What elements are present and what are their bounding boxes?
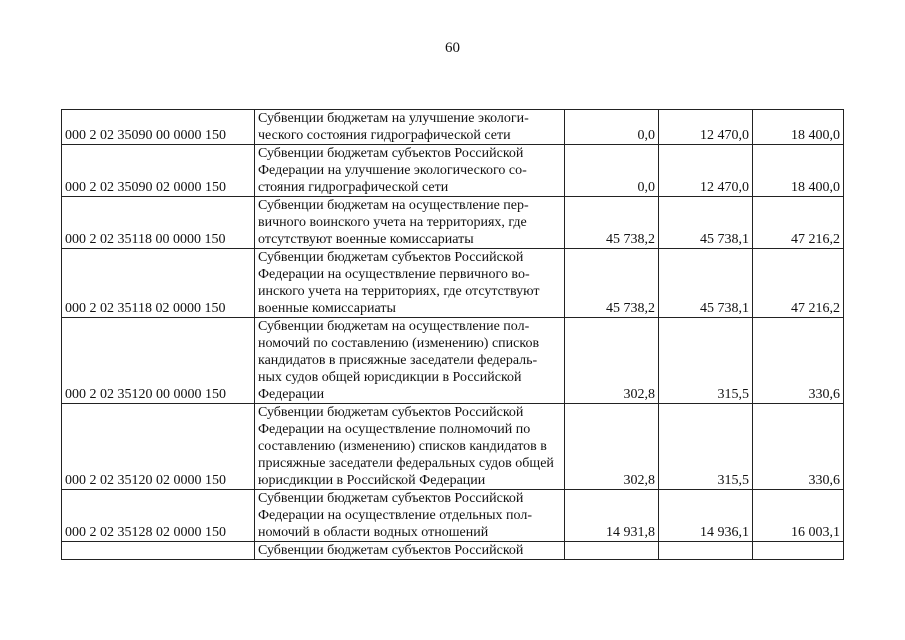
value-col2-cell: 45 738,1 (659, 197, 753, 249)
value-col2-cell: 14 936,1 (659, 490, 753, 542)
value-col3-cell: 18 400,0 (753, 145, 844, 197)
value-col3-cell: 330,6 (753, 404, 844, 490)
value-col3-cell: 47 216,2 (753, 197, 844, 249)
budget-code-cell: 000 2 02 35128 02 0000 150 (62, 490, 255, 542)
budget-code-cell (62, 542, 255, 560)
value-col1-cell: 0,0 (565, 145, 659, 197)
page-number: 60 (445, 40, 460, 56)
table-row (62, 197, 844, 249)
description-cell: Субвенции бюджетам субъектов Российской Федерации на осуществление отдельных пол-номочий в области водных отношений (255, 490, 565, 542)
budget-table (61, 109, 844, 560)
value-col3-cell (753, 542, 844, 560)
budget-code-cell: 000 2 02 35090 00 0000 150 (62, 110, 255, 145)
value-col2-cell: 12 470,0 (659, 145, 753, 197)
value-col2-cell: 315,5 (659, 318, 753, 404)
description-cell: Субвенции бюджетам на осуществление пер-вичного воинского учета на территориях, где отсутствуют военные комиссариаты (255, 197, 565, 249)
budget-code-cell: 000 2 02 35118 00 0000 150 (62, 197, 255, 249)
budget-code-cell: 000 2 02 35120 00 0000 150 (62, 318, 255, 404)
description-cell: Субвенции бюджетам субъектов Российской Федерации на улучшение экологического со-стояния гидрографической сети (255, 145, 565, 197)
budget-code-cell: 000 2 02 35118 02 0000 150 (62, 249, 255, 318)
table-row (62, 110, 844, 145)
description-cell: Субвенции бюджетам субъектов Российской Федерации на осуществление полномочий по составлению (изменению) списков кандидатов в присяжные заседатели федеральных судов общей юрисдикции в Российской Федерации (255, 404, 565, 490)
value-col1-cell (565, 542, 659, 560)
table-row (62, 490, 844, 542)
value-col3-cell: 330,6 (753, 318, 844, 404)
value-col2-cell: 12 470,0 (659, 110, 753, 145)
description-cell: Субвенции бюджетам на улучшение экологи-ческого состояния гидрографической сети (255, 110, 565, 145)
description-cell: Субвенции бюджетам субъектов Российской Федерации на осуществление первичного во-инского учета на территориях, где отсутствуют военные комиссариаты (255, 249, 565, 318)
value-col1-cell: 302,8 (565, 404, 659, 490)
value-col1-cell: 45 738,2 (565, 249, 659, 318)
value-col2-cell: 45 738,1 (659, 249, 753, 318)
value-col3-cell: 18 400,0 (753, 110, 844, 145)
value-col3-cell: 16 003,1 (753, 490, 844, 542)
table-row (62, 145, 844, 197)
table-row (62, 249, 844, 318)
value-col2-cell: 315,5 (659, 404, 753, 490)
value-col3-cell: 47 216,2 (753, 249, 844, 318)
table-row (62, 318, 844, 404)
budget-code-cell: 000 2 02 35120 02 0000 150 (62, 404, 255, 490)
value-col1-cell: 14 931,8 (565, 490, 659, 542)
value-col2-cell (659, 542, 753, 560)
value-col1-cell: 45 738,2 (565, 197, 659, 249)
value-col1-cell: 0,0 (565, 110, 659, 145)
description-cell: Субвенции бюджетам субъектов Российской (255, 542, 565, 560)
value-col1-cell: 302,8 (565, 318, 659, 404)
table-row (62, 404, 844, 490)
description-cell: Субвенции бюджетам на осуществление пол-номочий по составлению (изменению) списков кандидатов в присяжные заседатели федераль-ных судов общей юрисдикции в Российской Федерации (255, 318, 565, 404)
budget-code-cell: 000 2 02 35090 02 0000 150 (62, 145, 255, 197)
table-row (62, 542, 844, 560)
